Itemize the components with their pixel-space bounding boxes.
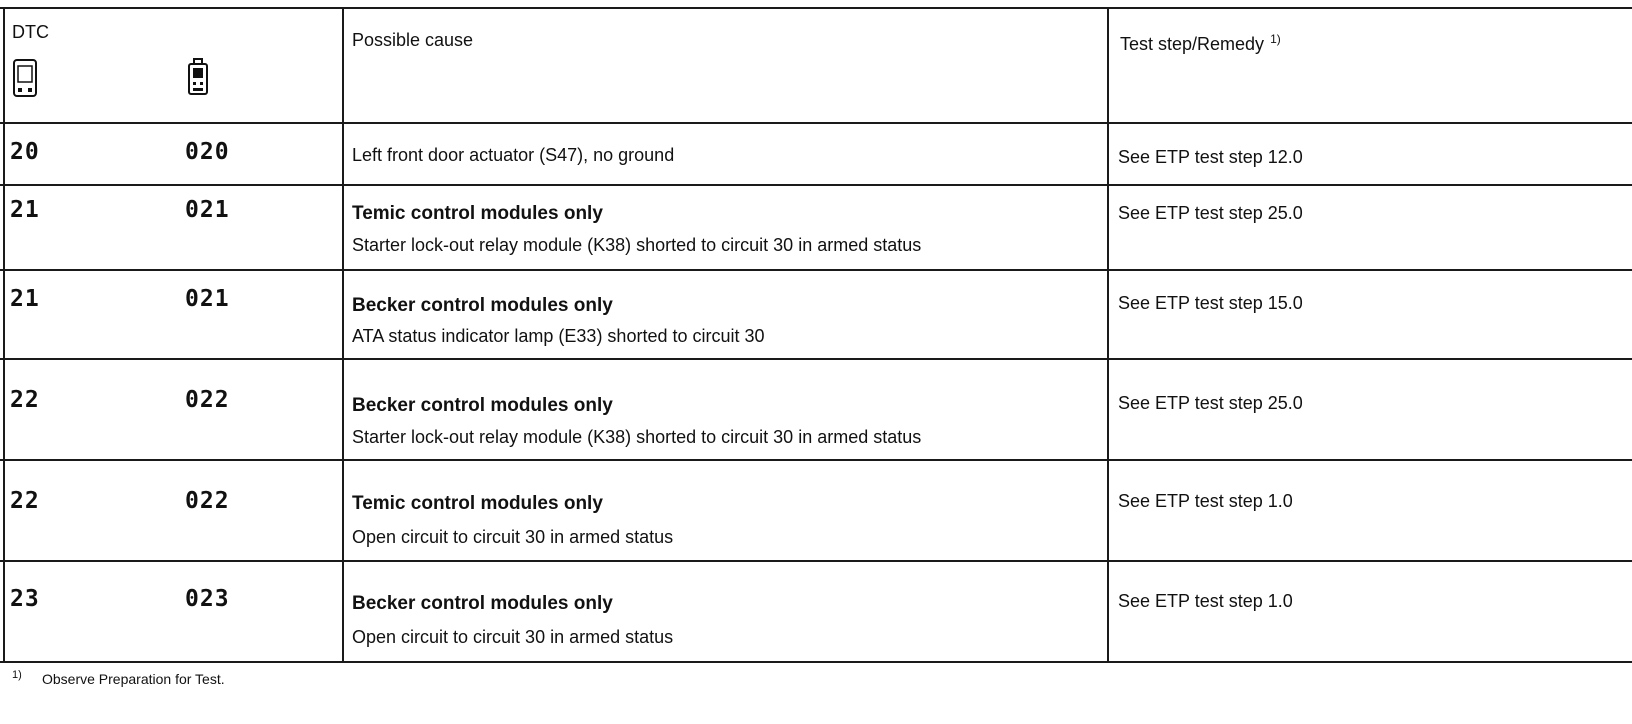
row-1-remedy: See ETP test step 12.0 [1118, 147, 1303, 167]
row-3-cause: ATA status indicator lamp (E33) shorted to circuit 30 [352, 326, 765, 346]
rule-row5 [0, 560, 1632, 562]
header-test-step [1120, 32, 1281, 54]
row-5-remedy: See ETP test step 1.0 [1118, 491, 1293, 511]
rule-bottom [0, 661, 1632, 663]
rule-header [0, 122, 1632, 124]
row-4-code-1: 22 [10, 387, 40, 413]
rule-cause-col [342, 7, 344, 663]
rule-row4 [0, 459, 1632, 461]
row-4-code-2: 022 [185, 387, 230, 413]
row-1-code-1: 20 [10, 139, 40, 165]
row-6-code-2: 023 [185, 586, 230, 612]
header-dtc: DTC [12, 22, 49, 42]
header-test-step-label: Test step/Remedy [1120, 34, 1265, 54]
row-5-heading: Temic control modules only [352, 493, 603, 514]
row-2-code-1: 21 [10, 197, 40, 223]
row-5-code-2: 022 [185, 488, 230, 514]
row-4-heading: Becker control modules only [352, 395, 613, 416]
row-3-heading: Becker control modules only [352, 295, 613, 316]
row-6-heading: Becker control modules only [352, 593, 613, 614]
hand-held-tester-icon [186, 58, 210, 96]
row-1-code-2: 020 [185, 139, 230, 165]
footnote-text: Observe Preparation for Test. [42, 671, 225, 687]
rule-row1 [0, 184, 1632, 186]
header-test-step-footnote-ref: 1) [1270, 32, 1281, 46]
row-5-cause: Open circuit to circuit 30 in armed status [352, 527, 674, 547]
row-6-cause: Open circuit to circuit 30 in armed status [352, 627, 674, 647]
rule-left [3, 7, 5, 663]
row-5-code-1: 22 [10, 488, 40, 514]
rule-row2 [0, 269, 1632, 271]
row-6-remedy: See ETP test step 1.0 [1118, 591, 1293, 611]
rule-remedy-col [1107, 7, 1109, 663]
row-1-cause: Left front door actuator (S47), no ground [352, 145, 675, 165]
row-6-code-1: 23 [10, 586, 40, 612]
footnote-number: 1) [12, 669, 22, 681]
control-module-icon [12, 58, 38, 98]
row-2-remedy: See ETP test step 25.0 [1118, 203, 1303, 223]
rule-top [0, 7, 1632, 9]
row-3-code-1: 21 [10, 286, 40, 312]
row-2-code-2: 021 [185, 197, 230, 223]
row-4-cause: Starter lock-out relay module (K38) shorted to circuit 30 in armed status [352, 427, 922, 447]
row-2-cause: Starter lock-out relay module (K38) shorted to circuit 30 in armed status [352, 235, 922, 255]
row-3-code-2: 021 [185, 286, 230, 312]
rule-row3 [0, 358, 1632, 360]
row-4-remedy: See ETP test step 25.0 [1118, 393, 1303, 413]
header-possible-cause: Possible cause [352, 30, 474, 50]
row-2-heading: Temic control modules only [352, 203, 603, 224]
row-3-remedy: See ETP test step 15.0 [1118, 293, 1303, 313]
